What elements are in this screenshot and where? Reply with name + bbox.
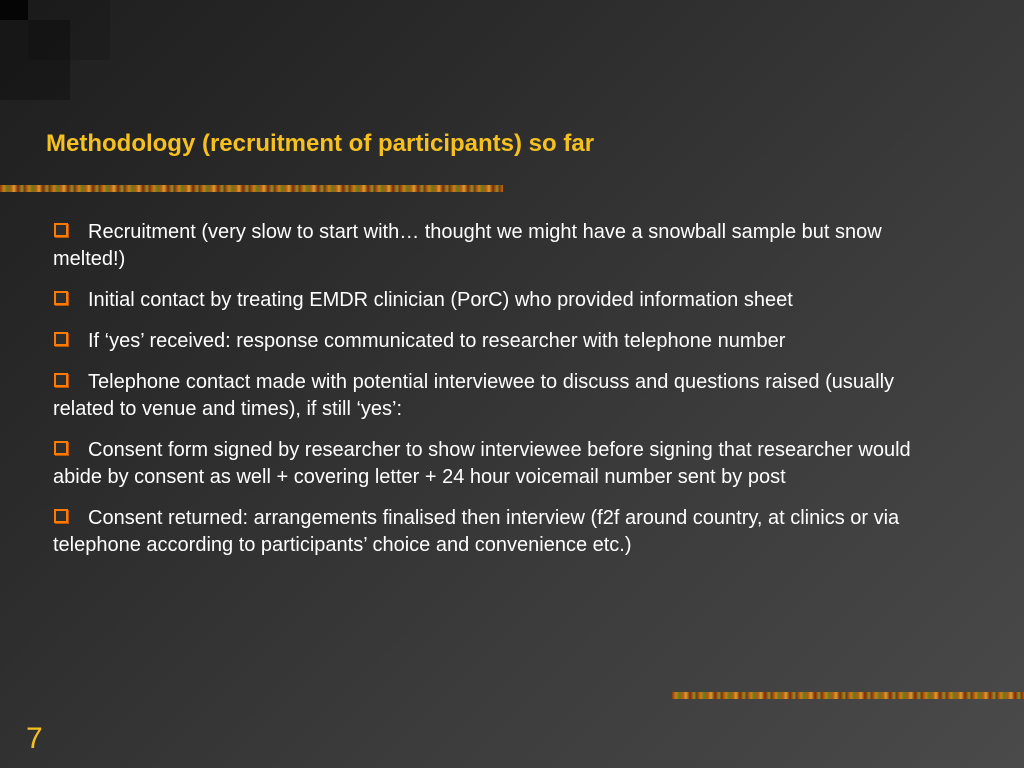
corner-square-light: [28, 0, 110, 60]
bullet-item: [53, 287, 913, 314]
bullet-text: If ‘yes’ received: response communicated to researcher with telephone number: [88, 330, 786, 352]
square-bullet-icon: [54, 509, 68, 523]
bullet-item: [53, 505, 913, 559]
square-bullet-icon: [54, 373, 68, 387]
corner-square-shade: [0, 20, 70, 100]
bullet-text: Recruitment (very slow to start with… thought we might have a snowball sample but snow melted!): [53, 221, 882, 270]
slide-title: Methodology (recruitment of participants) so far: [46, 130, 595, 157]
decorative-rule-top: [0, 185, 503, 192]
square-bullet-icon: [54, 441, 68, 455]
square-bullet-icon: [54, 291, 68, 305]
corner-square-dark: [0, 0, 28, 20]
corner-decoration: [0, 0, 110, 100]
bullet-list: [53, 219, 913, 573]
square-bullet-icon: [54, 332, 68, 346]
bullet-item: [53, 328, 913, 355]
bullet-text: Initial contact by treating EMDR clinician (PorC) who provided information sheet: [88, 289, 793, 311]
decorative-rule-bottom: [672, 692, 1024, 699]
bullet-text: Consent returned: arrangements finalised then interview (f2f around country, at clinics or via telephone according to participants’ choice and convenience etc.): [53, 507, 900, 556]
bullet-text: Consent form signed by researcher to show interviewee before signing that researcher would abide by consent as well + covering letter + 24 hour voicemail number sent by post: [53, 439, 911, 488]
bullet-item: [53, 369, 913, 423]
bullet-text: Telephone contact made with potential interviewee to discuss and questions raised (usually related to venue and times), if still ‘yes’:: [53, 371, 895, 420]
slide-number: 7: [26, 722, 43, 755]
bullet-item: [53, 437, 913, 491]
square-bullet-icon: [54, 223, 68, 237]
bullet-item: [53, 219, 913, 273]
